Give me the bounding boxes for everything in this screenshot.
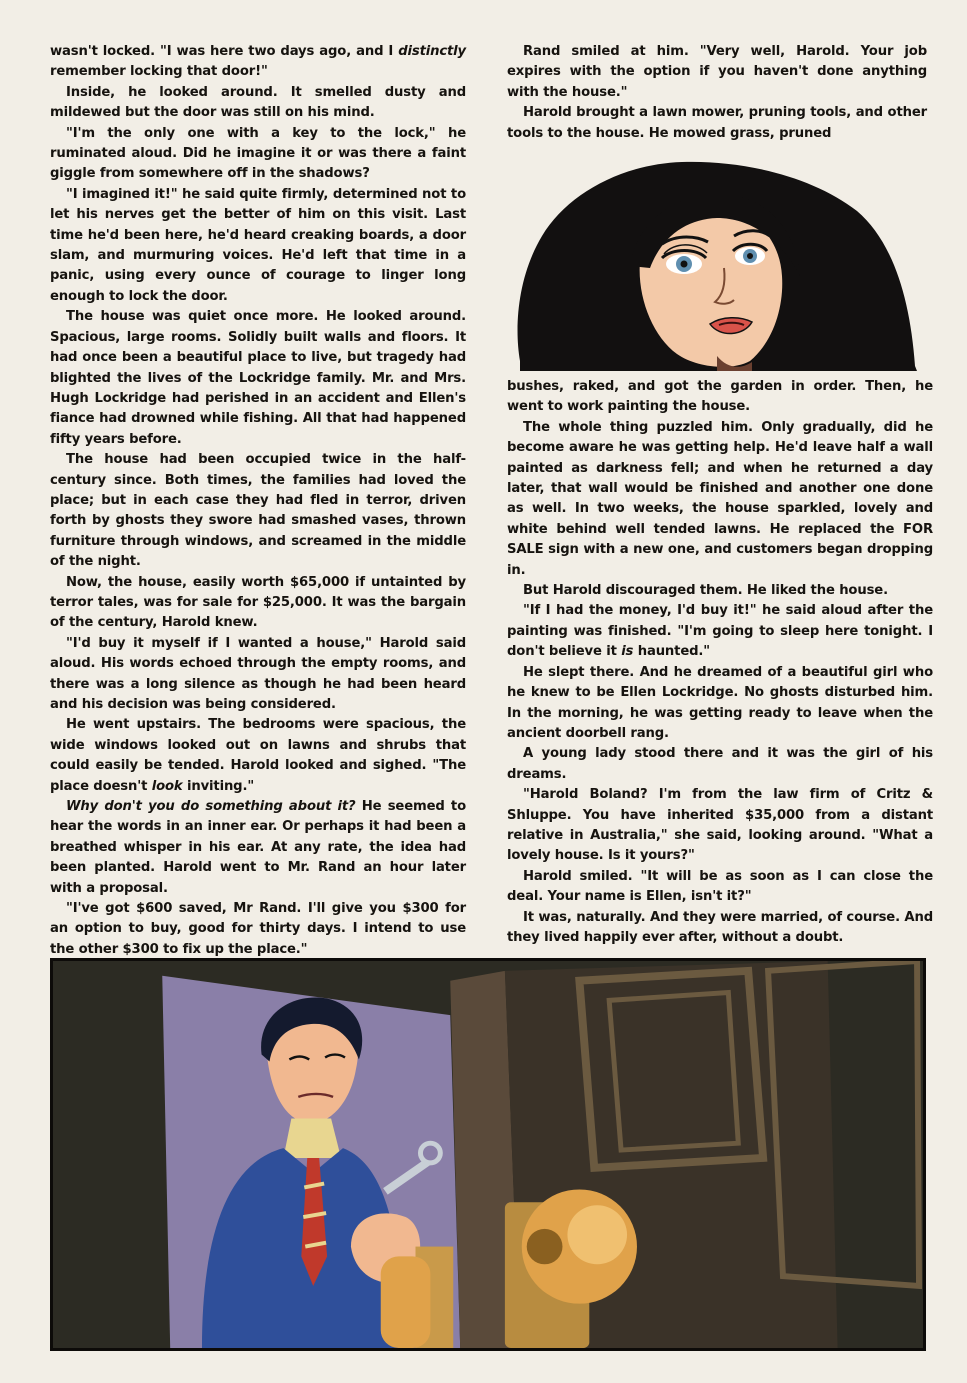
story-paragraph — [50, 573, 466, 634]
paragraph-text: The whole thing puzzled him. Only gradually, did he become aware he was getting help. He'd leave half a wall painted as darkness fell; and when he returned a day later, that wall would be finished and another one done as well. In two weeks, the house sparkled, lovely and white behind well tended lawns. He replaced the FOR SALE sign with a new one, and customers began dropping in. — [507, 419, 933, 578]
paragraph-text: He slept there. And he dreamed of a beautiful girl who he knew to be Ellen Lockridge. No ghosts disturbed him. In the morning, he was getting ready to leave when the ancient doorbell rang. — [507, 664, 933, 741]
paragraph-text: "Harold Boland? I'm from the law firm of Critz & Shluppe. You have inherited $35,000 from a distant relative in Australia," she said, looking around. "What a lovely house. Is it yours?" — [507, 787, 933, 864]
story-paragraph — [50, 83, 466, 124]
paragraph-text: Harold smiled. "It will be as soon as I can close the deal. Your name is Ellen, isn't it?" — [507, 868, 933, 905]
paragraph-text: "I'd buy it myself if I wanted a house," Harold said aloud. His words echoed through the empty rooms, and there was a long silence as though he had been heard and his decision was being considered. — [50, 635, 466, 712]
paragraph-text: The house had been occupied twice in the half-century since. Both times, the families had loved the place; but in each case they had fled in terror, driven forth by ghosts they swore had smashed vases, thrown furniture through windows, and screamed in the middle of the night. — [50, 452, 466, 570]
left-text-column — [50, 42, 466, 960]
paragraph-text: remember locking that door!" — [50, 64, 268, 80]
emphasis-text: look — [151, 778, 183, 794]
story-paragraph — [50, 450, 466, 572]
story-paragraph — [50, 307, 466, 450]
paragraph-text: Harold brought a lawn mower, pruning tools, and other tools to the house. He mowed grass, pruned — [507, 105, 927, 141]
paragraph-text: Inside, he looked around. It smelled dusty and mildewed but the door was still on his mind. — [50, 84, 466, 121]
story-paragraph — [50, 634, 466, 716]
story-paragraph — [50, 797, 466, 899]
woman-face-illustration — [512, 156, 917, 371]
story-paragraph — [50, 715, 466, 797]
emphasis-text: distinctly — [398, 44, 466, 59]
story-paragraph — [507, 663, 933, 745]
man-with-key-at-door-illustration — [50, 958, 926, 1351]
paragraph-text: inviting." — [182, 778, 255, 794]
story-paragraph — [507, 908, 933, 949]
paragraph-text: "I imagined it!" he said quite firmly, determined not to let his nerves get the better of him on this visit. Last time he'd been here, he'd heard creaking boards, a door slam, and murmuring voices. He'd left that time in a panic, using every ounce of courage to linger long enough to lock the door. — [50, 186, 466, 304]
story-paragraph — [507, 744, 933, 785]
paragraph-text: bushes, raked, and got the garden in order. Then, he went to work painting the house. — [507, 379, 933, 415]
story-paragraph — [50, 899, 466, 960]
paragraph-text: But Harold discouraged them. He liked the house. — [523, 583, 888, 599]
paragraph-text: "I'm the only one with a key to the lock," he ruminated aloud. Did he imagine it or was there a faint giggle from somewhere off in the shadows? — [50, 125, 466, 182]
story-paragraph — [507, 103, 927, 144]
story-paragraph — [507, 785, 933, 867]
emphasis-text: Why don't you do something about it? — [66, 799, 356, 815]
right-text-column-bottom — [507, 377, 933, 948]
story-paragraph — [50, 124, 466, 185]
paragraph-text: The house was quiet once more. He looked around. Spacious, large rooms. Solidly built walls and floors. It had once been a beautiful place to live, but tragedy had blighted the lives of the Lockridge family. Mr. and Mrs. Hugh Lockridge had perished in an accident and Ellen's fiance had drowned while fishing. All that had happened fifty years before. — [50, 309, 466, 447]
story-paragraph — [50, 185, 466, 307]
paragraph-text: haunted." — [633, 644, 710, 660]
story-paragraph — [507, 42, 927, 103]
emphasis-text: is — [621, 644, 634, 660]
story-paragraph — [507, 581, 933, 601]
paragraph-text: A young lady stood there and it was the girl of his dreams. — [507, 746, 933, 782]
paragraph-text: "If I had the money, I'd buy it!" he said aloud after the painting was finished. "I'm going to sleep here tonight. I don't believe it — [507, 603, 933, 660]
story-paragraph — [507, 418, 933, 581]
paragraph-text: wasn't locked. "I was here two days ago, and I — [50, 44, 399, 59]
paragraph-text: He seemed to hear the words in an inner ear. Or perhaps it had been a breathed whisper in his ear. At any rate, the idea had been planted. Harold went to Mr. Rand an hour later with a proposal. — [50, 799, 466, 896]
paragraph-text: Rand smiled at him. "Very well, Harold. Your job expires with the option if you haven't done anything with the house." — [507, 44, 927, 100]
story-paragraph — [507, 601, 933, 662]
paragraph-text: "I've got $600 saved, Mr Rand. I'll give you $300 for an option to buy, good for thirty days. I intend to use the other $300 to fix up the place." — [50, 901, 466, 957]
story-paragraph — [507, 867, 933, 908]
paragraph-text: He went upstairs. The bedrooms were spacious, the wide windows looked out on lawns and shrubs that could easily be tended. Harold looked and sighed. "The place doesn't — [50, 717, 466, 794]
paragraph-text: Now, the house, easily worth $65,000 if untainted by terror tales, was for sale for $25,000. It was the bargain of the century, Harold knew. — [50, 574, 466, 631]
paragraph-text: It was, naturally. And they were married, of course. And they lived happily ever after, without a doubt. — [507, 909, 933, 945]
story-paragraph — [507, 377, 933, 418]
story-paragraph — [50, 42, 466, 83]
right-text-column-top — [507, 42, 927, 144]
